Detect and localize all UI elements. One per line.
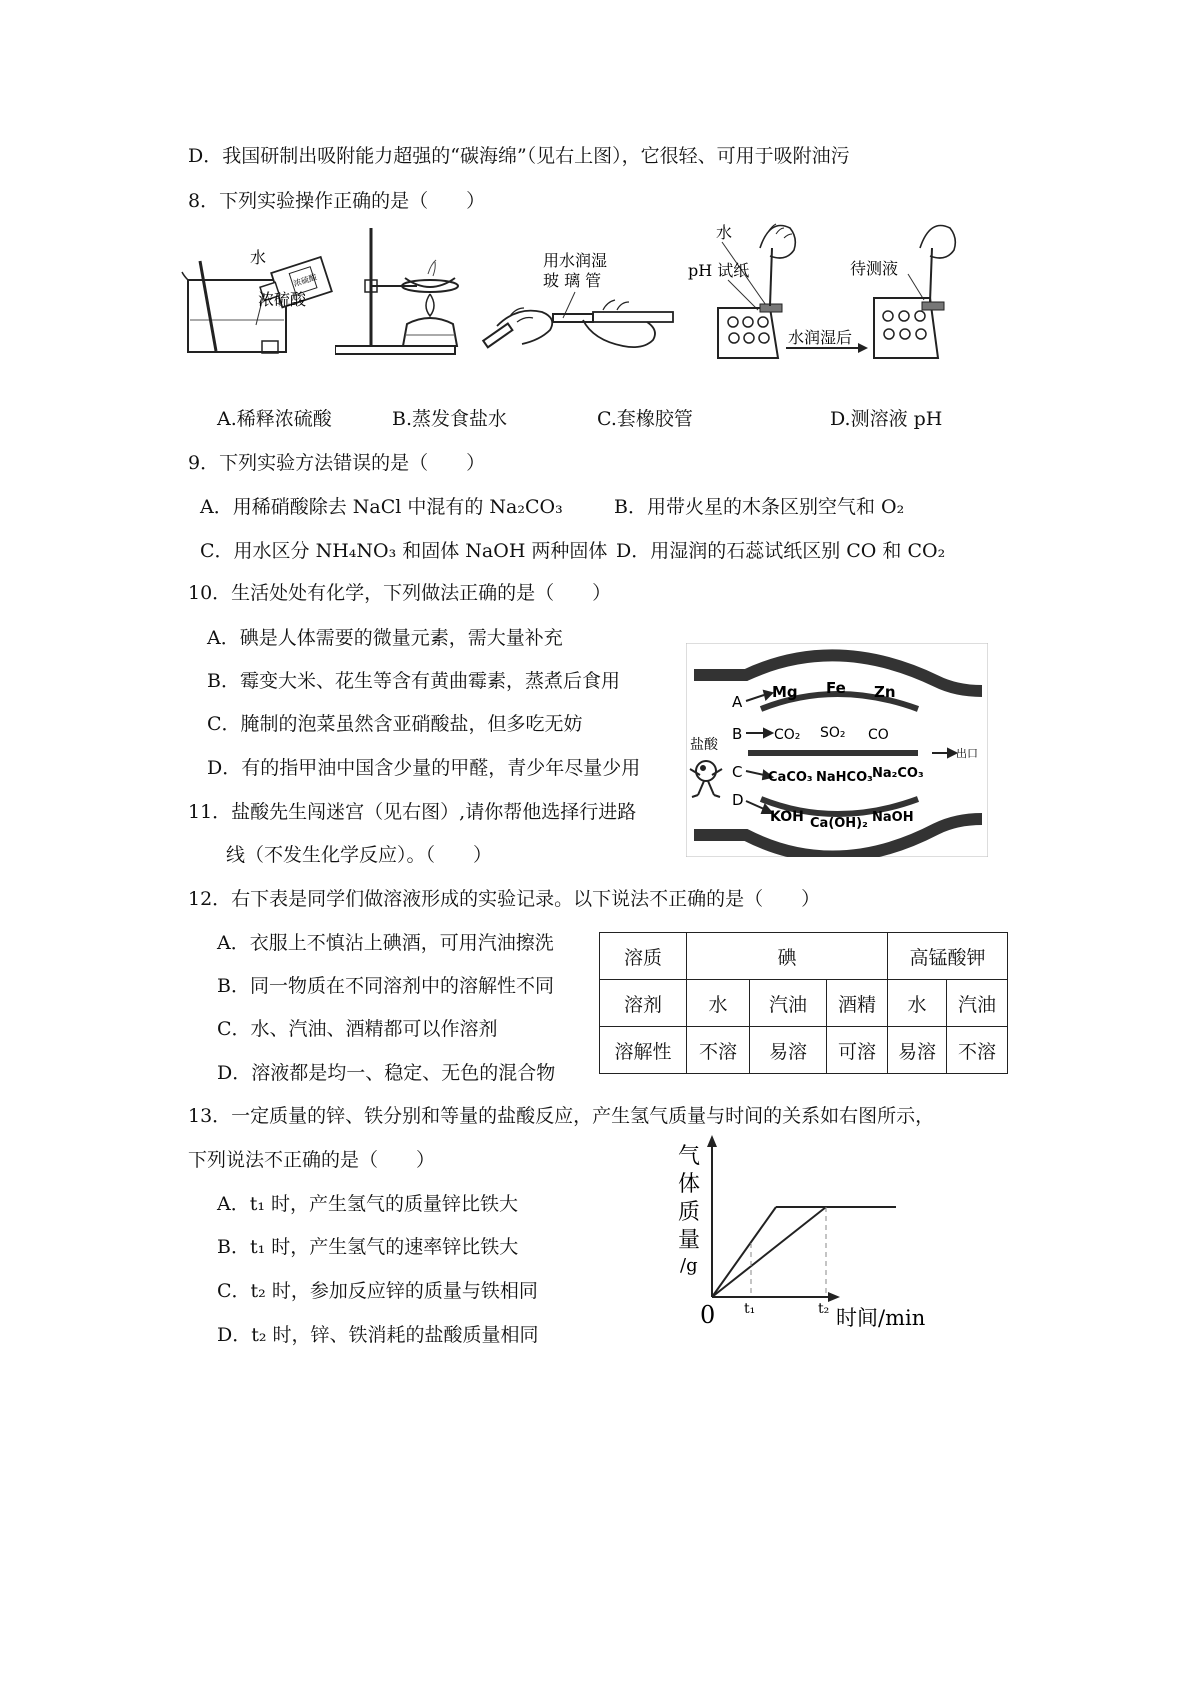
q10-option-d: D．有的指甲油中国含少量的甲醛，青少年尽量少用 <box>207 757 641 779</box>
q11-maze-figure <box>686 643 988 857</box>
q8-figure-a <box>180 225 340 360</box>
q9-stem: 9．下列实验方法错误的是（ ） <box>188 452 486 474</box>
q8-fig-a-acid: 浓硫酸 <box>258 290 307 309</box>
q8-figure-d <box>688 218 978 368</box>
q13-option-d: D．t₂ 时，锌、铁消耗的盐酸质量相同 <box>217 1324 539 1346</box>
row-header-solubility: 溶解性 <box>600 1027 687 1074</box>
q11-stem-line1: 11．盐酸先生闯迷宫（见右图）,请你帮他选择行进路 <box>188 801 637 823</box>
maze-d-item-2: Ca(OH)₂ <box>810 816 868 831</box>
q8-fig-d-sample: 待测液 <box>850 259 899 278</box>
q8-figure-b <box>335 218 485 363</box>
solubility-cell: 易溶 <box>888 1027 947 1074</box>
q8-option-b: B.蒸发食盐水 <box>392 408 508 430</box>
q8-fig-a-water: 水 <box>250 248 267 267</box>
q9-option-a: A．用稀硝酸除去 NaCl 中混有的 Na₂CO₃ <box>200 496 563 518</box>
q7-option-d: D．我国研制出吸附能力超强的“碳海绵”（见右上图），它很轻、可用于吸附油污 <box>188 145 850 167</box>
row-header-solute: 溶质 <box>600 933 687 980</box>
q13-option-a: A．t₁ 时，产生氢气的质量锌比铁大 <box>217 1193 519 1215</box>
maze-route-b-letter: B <box>732 725 743 743</box>
graph-t2: t₂ <box>818 1301 830 1317</box>
maze-a-item-2: Fe <box>826 679 846 697</box>
solubility-cell: 不溶 <box>947 1027 1008 1074</box>
maze-a-item-3: Zn <box>874 683 896 701</box>
maze-b-item-1: CO₂ <box>774 727 801 743</box>
q13-stem-line2: 下列说法不正确的是（ ） <box>188 1149 436 1171</box>
bottle-label: 浓硫酸 <box>292 272 318 289</box>
q8-fig-d-water: 水 <box>716 223 733 242</box>
solute-kmno4: 高锰酸钾 <box>888 933 1008 980</box>
q12-stem: 12．右下表是同学们做溶液形成的实验记录。以下说法不正确的是（ ） <box>188 888 821 910</box>
maze-route-d-letter: D <box>732 791 744 809</box>
q12-option-b: B．同一物质在不同溶剂中的溶解性不同 <box>217 975 554 997</box>
q13-graph <box>672 1133 942 1333</box>
maze-route-a-letter: A <box>732 693 743 711</box>
maze-exit-label: 出口 <box>956 747 978 760</box>
table-row-solute <box>600 933 1008 980</box>
iron-curve <box>712 1207 826 1297</box>
zinc-curve <box>712 1207 776 1297</box>
q8-option-d: D.测溶液 pH <box>830 408 943 430</box>
q13-stem-line1: 13．一定质量的锌、铁分别和等量的盐酸反应，产生氢气质量与时间的关系如右图所示， <box>188 1105 935 1127</box>
q12-option-c: C．水、汽油、酒精都可以作溶剂 <box>217 1018 498 1040</box>
maze-acid-label: 盐酸 <box>690 737 718 753</box>
solubility-cell: 不溶 <box>687 1027 750 1074</box>
q11-stem-line2: 线（不发生化学反应）。（ ） <box>226 844 493 866</box>
maze-d-item-1: KOH <box>770 809 804 825</box>
solute-iodine: 碘 <box>687 933 888 980</box>
q8-fig-d-arrow: 水润湿后 <box>788 328 853 347</box>
q10-option-c: C．腌制的泡菜虽然含亚硝酸盐，但多吃无妨 <box>207 713 583 735</box>
maze-a-item-1: Mg <box>772 683 798 701</box>
q8-fig-c-label1: 用水润湿 <box>543 251 608 270</box>
q8-option-c: C.套橡胶管 <box>597 408 693 430</box>
graph-origin: 0 <box>700 1301 716 1329</box>
solvent-cell: 汽油 <box>750 980 827 1027</box>
maze-d-item-3: NaOH <box>872 810 914 825</box>
maze-b-item-2: SO₂ <box>820 725 846 741</box>
q9-option-b: B．用带火星的木条区别空气和 O₂ <box>614 496 905 518</box>
q13-option-b: B．t₁ 时，产生氢气的速率锌比铁大 <box>217 1236 519 1258</box>
graph-ylabel-4: 量 <box>678 1228 701 1253</box>
graph-ylabel-3: 质 <box>678 1200 701 1225</box>
solvent-cell: 水 <box>888 980 947 1027</box>
q12-solubility-table <box>599 932 1008 1074</box>
q8-option-a: A.稀释浓硫酸 <box>217 408 332 430</box>
table-row-solubility <box>600 1027 1008 1074</box>
graph-yunit: /g <box>680 1255 698 1276</box>
graph-ylabel-2: 体 <box>678 1172 701 1197</box>
q8-fig-c-label2: 玻 璃 管 <box>543 271 602 290</box>
maze-c-item-3: Na₂CO₃ <box>872 766 924 781</box>
q8-figure-c <box>475 250 685 365</box>
graph-ylabel-1: 气 <box>678 1144 701 1169</box>
solvent-cell: 酒精 <box>827 980 888 1027</box>
q10-option-a: A．碘是人体需要的微量元素，需大量补充 <box>207 627 563 649</box>
q8-stem: 8．下列实验操作正确的是（ ） <box>188 190 486 212</box>
maze-route-c-letter: C <box>732 763 743 781</box>
maze-b-item-3: CO <box>868 727 889 743</box>
maze-c-item-1: CaCO₃ <box>768 770 813 785</box>
solubility-cell: 易溶 <box>750 1027 827 1074</box>
solvent-cell: 水 <box>687 980 750 1027</box>
solubility-cell: 可溶 <box>827 1027 888 1074</box>
q9-option-d: D．用湿润的石蕊试纸区别 CO 和 CO₂ <box>616 540 946 562</box>
maze-c-item-2: NaHCO₃ <box>816 770 873 785</box>
q12-option-a: A．衣服上不慎沾上碘酒，可用汽油擦洗 <box>217 932 554 954</box>
q8-fig-d-paper: pH 试纸 <box>688 261 750 280</box>
q10-option-b: B．霉变大米、花生等含有黄曲霉素，蒸煮后食用 <box>207 670 620 692</box>
table-row-solvent <box>600 980 1008 1027</box>
q10-stem: 10．生活处处有化学，下列做法正确的是（ ） <box>188 582 612 604</box>
row-header-solvent: 溶剂 <box>600 980 687 1027</box>
solvent-cell: 汽油 <box>947 980 1008 1027</box>
q13-option-c: C．t₂ 时，参加反应锌的质量与铁相同 <box>217 1280 538 1302</box>
graph-xlabel: 时间/min <box>836 1306 926 1330</box>
q12-option-d: D．溶液都是均一、稳定、无色的混合物 <box>217 1062 556 1084</box>
q9-option-c: C．用水区分 NH₄NO₃ 和固体 NaOH 两种固体 <box>200 540 608 562</box>
graph-t1: t₁ <box>744 1301 756 1317</box>
